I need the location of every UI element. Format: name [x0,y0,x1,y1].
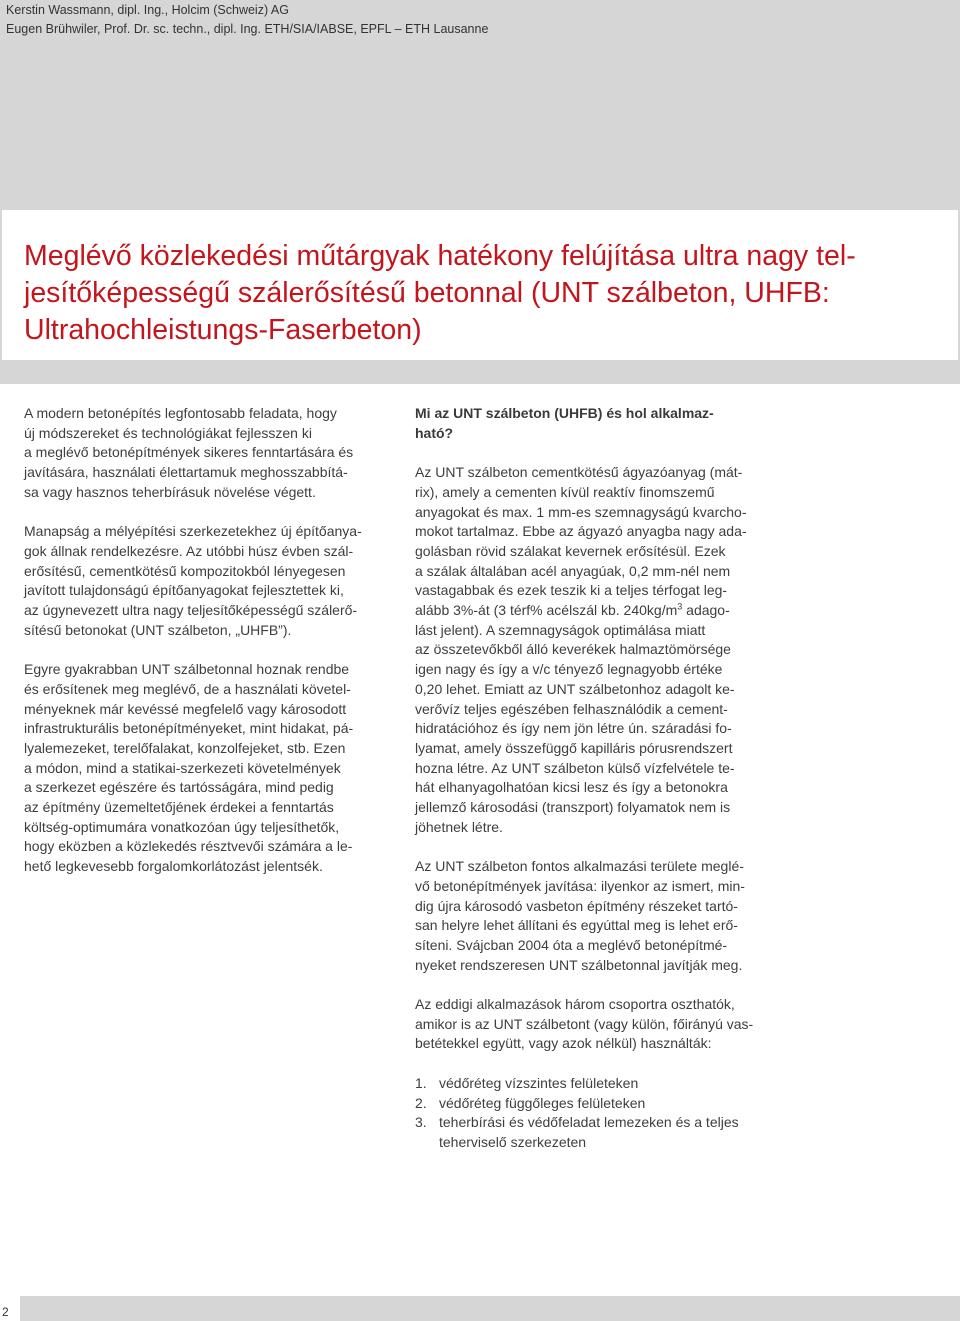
article-title [24,238,924,349]
title-line-3: Ultrahochleistungs-Faserbeton) [24,314,422,346]
footer-band [20,1296,960,1321]
text-line: golásban rövid szálakat kevernek erősítésül. Ezek [415,542,726,559]
text-fragment: alább 3%-át (3 térf% acélszál kb. 240kg/m [415,602,678,619]
text-line: gok állnak rendelkezésre. Az utóbbi húsz évben szál- [24,542,354,559]
text-line: vő betonépítmények javítása: ilyenkor az ismert, min- [415,877,745,894]
text-line: az úgynevezett ultra nagy teljesítőképességű szálerő- [24,602,358,619]
text-line: A modern betonépítés legfontosabb feladata, hogy [24,405,337,421]
list-item-text: védőréteg vízszintes felületeken [439,1074,639,1091]
right-column [415,404,795,1153]
text-line: dig újra károsodó vasbeton építmény részeket tartó- [415,897,738,914]
list-item-text: teherviselő szerkezeten [439,1133,587,1150]
text-line: javított tulajdonságú építőanyagokat fejlesztettek ki, [24,582,344,599]
text-line: rix), amely a cementen kívül reaktív finomszemű [415,483,715,500]
text-line: hát elhanyagolhatóan kicsi lesz és így a betonokra [415,779,728,796]
text-line: san helyre lehet állítani és egyúttal meg is lehet erő- [415,917,738,934]
text-line: Az UNT szálbeton fontos alkalmazási területe meglé- [415,858,744,875]
text-line: Manapság a mélyépítési szerkezetekhez új építőanya- [24,523,362,540]
text-line: 0,20 lehet. Emiatt az UNT szálbetonhoz adagolt ke- [415,680,735,697]
text-line: betétekkel együtt, vagy azok nélkül) használták: [415,1035,712,1052]
text-line: Az UNT szálbeton cementkötésű ágyazóanyag (mát- [415,464,743,481]
text-line: hozna létre. Az UNT szálbeton külső vízfelvétele te- [415,759,735,776]
text-line: lást jelent). A szemnagyságok optimálása miatt [415,621,706,638]
text-line: vastagabbak és ezek teszik ki a teljes térfogat leg- [415,582,728,599]
section-heading [415,404,795,443]
left-paragraph-1 [24,404,404,503]
text-line: anyagokat és max. 1 mm-es szemnagyságú kvarcho- [415,503,747,520]
text-line: síteni. Svájcban 2004 óta a meglévő betonépítmé- [415,936,728,953]
heading-line: ható? [415,424,454,441]
text-line: Egyre gyakrabban UNT szálbetonnal hoznak rendbe [24,661,350,678]
author-line-2: Eugen Brühwiler, Prof. Dr. sc. techn., dipl. Ing. ETH/SIA/IABSE, EPFL – ETH Lausanne [6,22,489,36]
text-line: ményeknek már kevéssé megfelelő vagy károsodott [24,700,347,717]
text-line: hidratációhoz és így nem jön létre ún. száradási fo- [415,720,732,737]
text-line: lyalemezeket, terelőfalakat, konzolfejeket, stb. Ezen [24,739,346,756]
text-line: új módszereket és technológiákat fejlesszen ki [24,424,312,441]
text-line: verővíz teljes egészében felhasználódik a cement- [415,700,728,717]
text-line: és erősítenek meg meglévő, de a használati követel- [24,680,351,697]
text-line: a meglévő betonépítmények sikeres fenntartására és [24,444,354,461]
list-item [415,1074,795,1094]
text-line: az építmény üzemeltetőjének érdekei a fenntartás [24,799,334,816]
text-line: infrastrukturális betonépítményeket, mint hidakat, pá- [24,720,354,737]
application-list [415,1074,795,1153]
text-line: költség-optimumára vonatkozóan úgy teljesíthetők, [24,818,340,835]
text-line: javítására, használati élettartamuk meghosszabbítá- [24,464,348,481]
text-line: igen nagy és így a v/c tényező legnagyobb értéke [415,661,723,678]
left-paragraph-2 [24,522,404,640]
title-line-1: Meglévő közlekedési műtárgyak hatékony felújítása ultra nagy tel- [24,240,856,272]
text-line: nyeket rendszeresen UNT szálbetonnal javítják meg. [415,956,743,973]
text-line: hető legkevesebb forgalomkorlátozást jelentsék. [24,858,323,875]
text-line: erősítésű, cementkötésű kompozitokból lényegesen [24,562,346,579]
right-paragraph-2 [415,857,795,975]
page-number: 2 [2,1305,9,1319]
list-item-number: 2. [415,1094,427,1111]
text-line: amikor is az UNT szálbetont (vagy külön, főirányú vas- [415,1015,754,1032]
list-item [415,1094,795,1114]
list-item-number: 3. [415,1114,427,1131]
right-paragraph-3 [415,995,795,1054]
list-item-text: teherbírási és védőfeladat lemezeken és a teljes [439,1114,739,1131]
text-fragment: adago- [682,602,730,619]
text-line: sa vagy hasznos teherbírásuk növelése végett. [24,483,316,500]
text-line: sítésű betonokat (UNT szálbeton, „UHFB”). [24,621,292,638]
author-line-1: Kerstin Wassmann, dipl. Ing., Holcim (Schweiz) AG [6,3,289,17]
title-line-2: jesítőképességű szálerősítésű betonnal (UNT szálbeton, UHFB: [24,277,830,309]
right-paragraph-1 [415,463,795,837]
text-line: a szerkezet egészére és tartósságára, mind pedig [24,779,334,796]
text-line: jöhetnek létre. [415,818,503,835]
list-item-text: védőréteg függőleges felületeken [439,1094,646,1111]
heading-line: Mi az UNT szálbeton (UHFB) és hol alkalmaz- [415,405,714,421]
text-line: jellemző károsodási (transzport) folyamatok nem is [415,799,731,816]
text-line: hogy eközben a közlekedés résztvevői számára a le- [24,838,353,855]
text-line-with-superscript [415,601,795,621]
list-item-number: 1. [415,1074,427,1091]
text-line: a módon, mind a statikai-szerkezeti követelmények [24,759,341,776]
text-line: a szálak általában acél anyagúak, 0,2 mm-nél nem [415,562,731,579]
left-column [24,404,404,897]
superscript-exponent: 3 [677,601,683,612]
text-line: Az eddigi alkalmazások három csoportra oszthatók, [415,996,735,1013]
title-divider-band [0,360,960,384]
list-item [415,1113,795,1152]
left-paragraph-3 [24,660,404,877]
text-line: az összetevőkből álló keverékek halmaztömörsége [415,641,731,658]
text-line: mokot tartalmaz. Ebbe az ágyazó anyagba nagy ada- [415,523,747,540]
text-line: lyamat, amely összefüggő kapilláris pórusrendszert [415,739,733,756]
author-block [6,1,488,39]
